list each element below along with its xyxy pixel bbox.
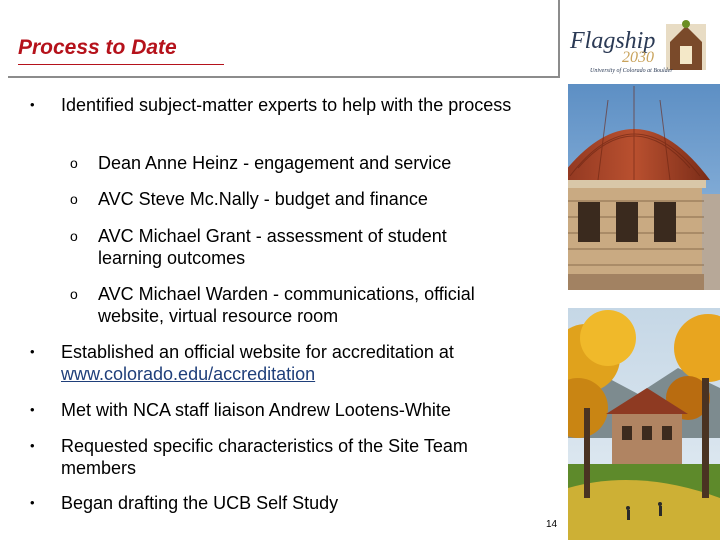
sub-bullet-marker: o — [70, 155, 78, 171]
campus-autumn-photo — [568, 308, 720, 540]
logo-wordmark: Flagship — [570, 28, 656, 54]
bullet-marker: • — [30, 97, 35, 112]
bullet-marker: • — [30, 438, 35, 453]
logo-subtitle: University of Colorado at Boulder — [590, 68, 673, 74]
sub-bullet-marker: o — [70, 228, 78, 244]
sub-bullet-text: Dean Anne Heinz - engagement and service — [98, 153, 452, 173]
sub-bullet-text: AVC Michael Grant - assessment of student learning outcomes — [98, 226, 447, 268]
logo-leaf-icon — [682, 20, 690, 28]
bullet-text-prefix: Established an official website for accreditation at — [61, 342, 454, 362]
accreditation-link[interactable]: www.colorado.edu/accreditation — [61, 364, 316, 384]
page-number: 14 — [546, 519, 558, 530]
sub-bullet-text: AVC Michael Warden - communications, official website, virtual resource room — [98, 284, 475, 326]
bullet-text: Requested specific characteristics of the Site Team members — [61, 436, 468, 478]
bullet-marker: • — [30, 402, 35, 417]
bullet-text: Identified subject-matter experts to help with the process — [61, 95, 512, 115]
dome-building-photo — [568, 84, 720, 290]
logo-year: 2030 — [622, 49, 654, 66]
sub-bullet-text: AVC Steve Mc.Nally - budget and finance — [98, 189, 428, 209]
bullet-text — [61, 341, 541, 385]
sub-bullet-marker: o — [70, 191, 78, 207]
sub-bullet-marker: o — [70, 286, 78, 302]
slide-title: Process to Date — [18, 36, 177, 59]
flagship-2030-logo — [566, 12, 716, 74]
logo-building-window — [680, 46, 692, 64]
bullet-marker: • — [30, 344, 35, 359]
bullet-text: Began drafting the UCB Self Study — [61, 493, 339, 513]
bullet-marker: • — [30, 495, 35, 510]
bullet-text: Met with NCA staff liaison Andrew Lootens-White — [61, 400, 451, 420]
